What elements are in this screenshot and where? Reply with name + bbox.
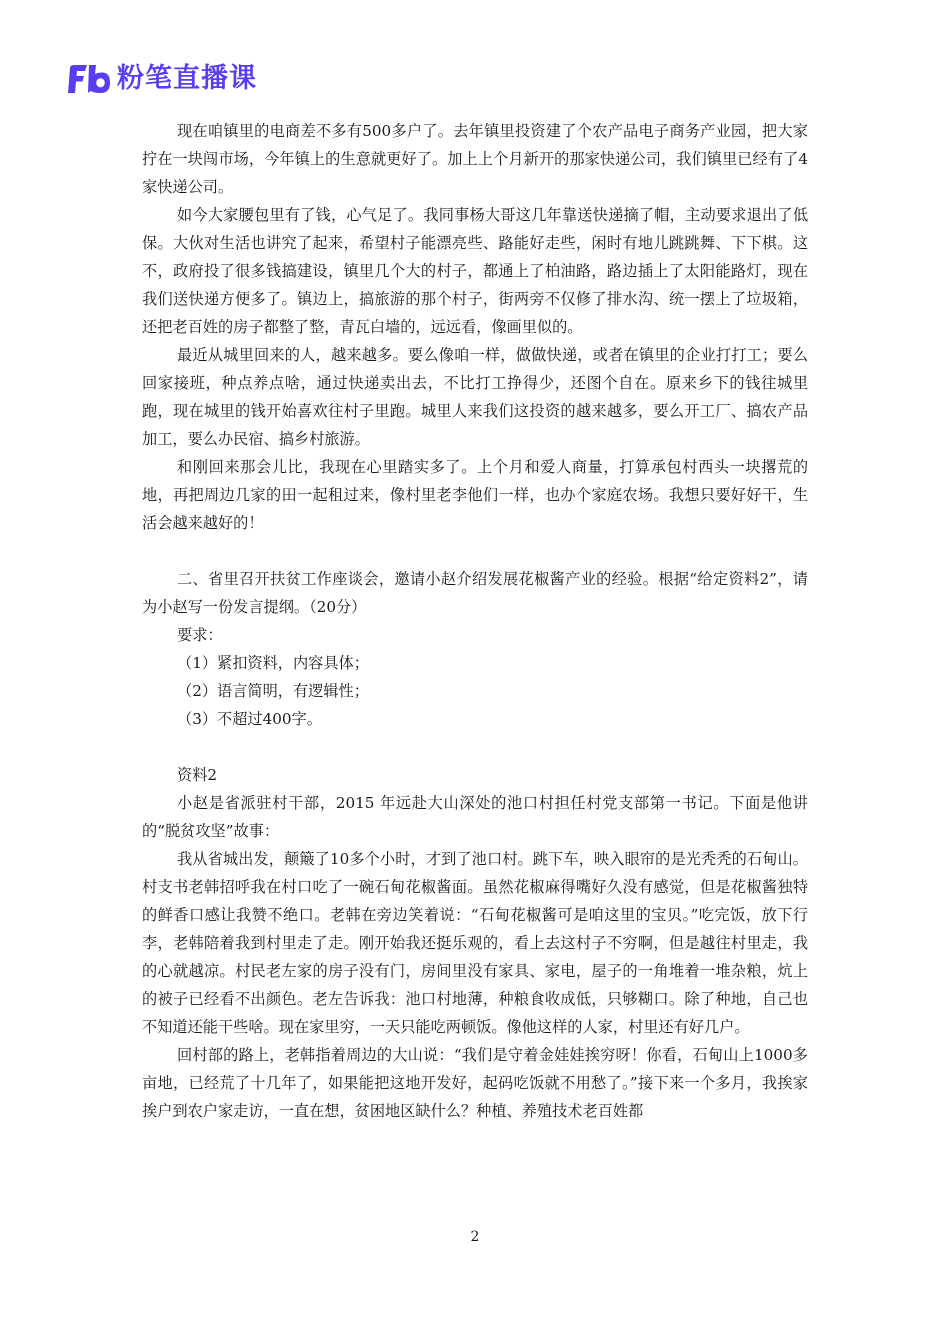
logo-text: 粉笔直播课 <box>117 63 257 94</box>
material-title: 资料2 <box>177 766 218 784</box>
page-number: 2 <box>470 1229 480 1245</box>
body-paragraph: 和刚回来那会儿比，我现在心里踏实多了。上个月和爱人商量，打算承包村西头一块撂荒的地，再把周边几家的田一起租过来，像村里老李他们一样，也办个家庭农场。我想只要好好干，生活会越来越好的！ <box>142 458 808 532</box>
document-body <box>142 117 808 1125</box>
question-text: 二、省里召开扶贫工作座谈会，邀请小赵介绍发展花椒酱产业的经验。根据“给定资料2”，请为小赵写一份发言提纲。（20分） <box>142 570 808 616</box>
spacer <box>142 537 808 565</box>
requirement-item: （1）紧扣资料，内容具体； <box>177 654 369 672</box>
requirements-label: 要求： <box>177 626 223 644</box>
material-paragraph: 回村部的路上，老韩指着周边的大山说：“我们是守着金娃娃挨穷呀！你看，石甸山上1000多亩地，已经荒了十几年了，如果能把这地开发好，起码吃饭就不用愁了。”接下来一个多月，我挨家挨户到农户家走访，一直在想，贫困地区缺什么？种植、养殖技术老百姓都 <box>142 1046 808 1120</box>
spacer <box>142 733 808 761</box>
fenbi-fb-logo-icon <box>67 64 111 94</box>
fenbi-logo <box>67 62 257 96</box>
material-paragraph: 小赵是省派驻村干部，2015 年远赴大山深处的池口村担任村党支部第一书记。下面是他讲的“脱贫攻坚”故事： <box>142 794 808 840</box>
body-paragraph: 如今大家腰包里有了钱，心气足了。我同事杨大哥这几年靠送快递摘了帽，主动要求退出了低保。大伙对生活也讲究了起来，希望村子能漂亮些、路能好走些，闲时有地儿跳跳舞、下下棋。这不，政府投了很多钱搞建设，镇里几个大的村子，都通上了柏油路，路边插上了太阳能路灯，现在我们送快递方便多了。镇边上，搞旅游的那个村子，街两旁不仅修了排水沟、统一摆上了垃圾箱，还把老百姓的房子都整了整，青瓦白墙的，远远看，像画里似的。 <box>142 206 808 336</box>
material-paragraph: 我从省城出发，颠簸了10多个小时，才到了池口村。跳下车，映入眼帘的是光秃秃的石甸山。村支书老韩招呼我在村口吃了一碗石甸花椒酱面。虽然花椒麻得嘴好久没有感觉，但是花椒酱独特的鲜香口感让我赞不绝口。老韩在旁边笑着说：“石甸花椒酱可是咱这里的宝贝。”吃完饭，放下行李，老韩陪着我到村里走了走。刚开始我还挺乐观的，看上去这村子不穷啊，但是越往村里走，我的心就越凉。村民老左家的房子没有门，房间里没有家具、家电，屋子的一角堆着一堆杂粮，炕上的被子已经看不出颜色。老左告诉我：池口村地薄，种粮食收成低，只够糊口。除了种地，自己也不知道还能干些啥。现在家里穷，一天只能吃两顿饭。像他这样的人家，村里还有好几户。 <box>142 850 808 1036</box>
body-paragraph: 现在咱镇里的电商差不多有500多户了。去年镇里投资建了个农产品电子商务产业园，把大家拧在一块闯市场，今年镇上的生意就更好了。加上上个月新开的那家快递公司，我们镇里已经有了4家快递公司。 <box>142 122 808 196</box>
requirement-item: （3）不超过400字。 <box>177 710 322 728</box>
body-paragraph: 最近从城里回来的人，越来越多。要么像咱一样，做做快递，或者在镇里的企业打打工；要么回家接班，种点养点啥，通过快递卖出去，不比打工挣得少，还图个自在。原来乡下的钱往城里跑，现在城里的钱开始喜欢往村子里跑。城里人来我们这投资的越来越多，要么开工厂、搞农产品加工，要么办民宿、搞乡村旅游。 <box>142 346 808 448</box>
requirement-item: （2）语言简明，有逻辑性； <box>177 682 369 700</box>
